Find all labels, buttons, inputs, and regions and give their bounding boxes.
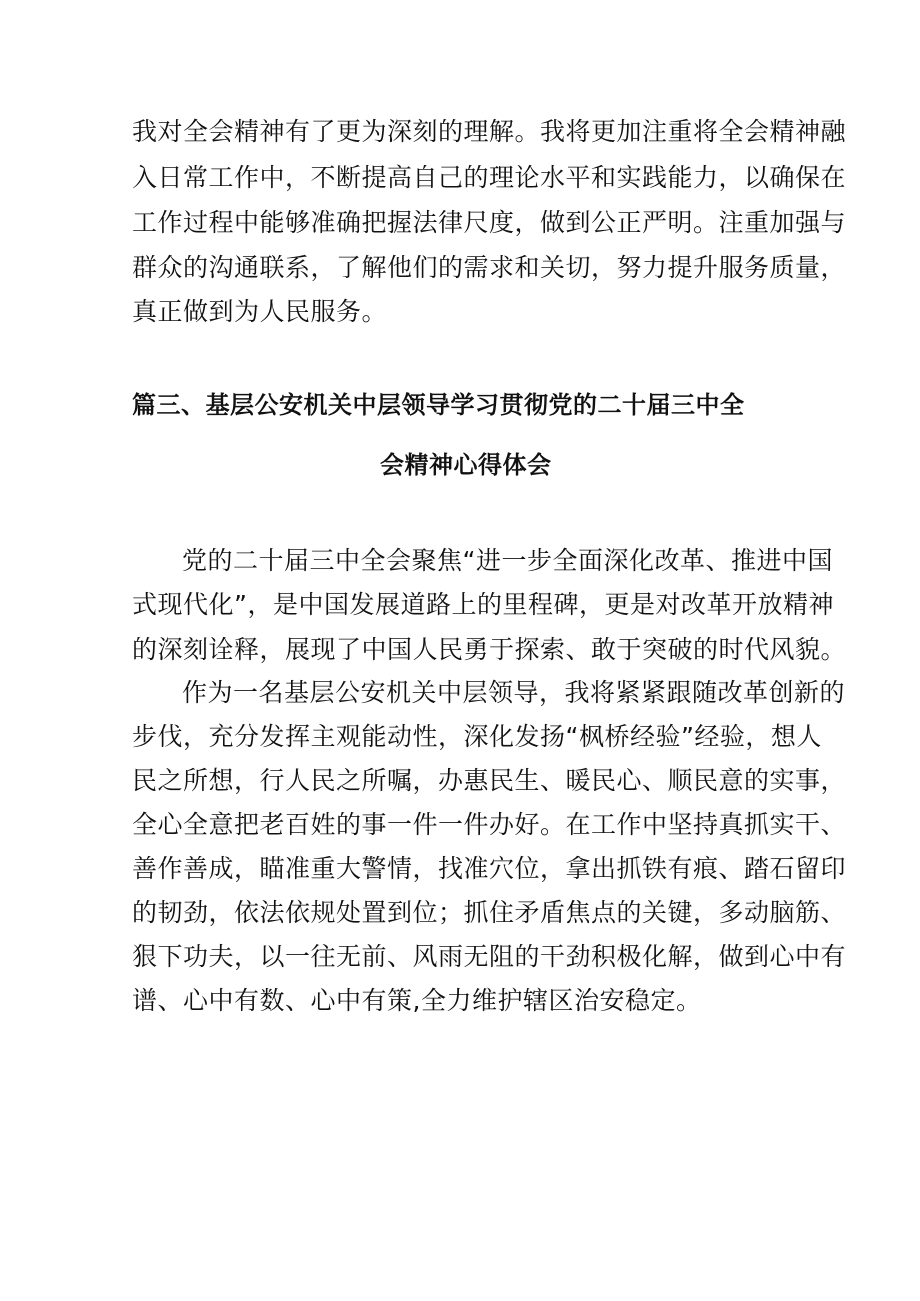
text-line: 的深刻诠释，展现了中国人民勇于探索、敢于突破的时代风貌。 — [132, 635, 847, 664]
text-line: 真正做到为人民服务。 — [132, 297, 388, 326]
text-line: 善作善成，瞄准重大警情，找准穴位，拿出抓铁有痕、踏石留印 — [132, 854, 847, 883]
text-line: 我对全会精神有了更为深刻的理解。我将更加注重将全会精神融 — [132, 117, 847, 146]
text-line: 的韧劲，依法依规处置到位；抓住矛盾焦点的关键，多动脑筋、 — [132, 898, 847, 927]
text-line: 全心全意把老百姓的事一件一件办好。在工作中坚持真抓实干、 — [132, 810, 847, 839]
text-line: 谱、心中有数、心中有策,全力维护辖区治安稳定。 — [132, 986, 702, 1015]
text-line: 作为一名基层公安机关中层领导，我将紧紧跟随改革创新的 — [182, 678, 846, 707]
text-line: 狠下功夫，以一往无前、风雨无阻的干劲积极化解，做到心中有 — [132, 942, 847, 971]
text-line: 民之所想，行人民之所嘱，办惠民生、暖民心、顺民意的实事， — [132, 766, 847, 795]
text-line: 入日常工作中，不断提高自己的理论水平和实践能力，以确保在 — [132, 163, 847, 192]
text-line: 党的二十届三中全会聚焦“进一步全面深化改革、推进中国 — [182, 546, 833, 575]
text-line: 步伐，充分发挥主观能动性，深化发扬“枫桥经验”经验，想人 — [132, 722, 822, 751]
text-line: 工作过程中能够准确把握法律尺度，做到公正严明。注重加强与 — [132, 208, 847, 237]
section-title-line-2: 会精神心得体会 — [380, 451, 552, 479]
section-title-line-1: 篇三、基层公安机关中层领导学习贯彻党的二十届三中全 — [132, 391, 745, 419]
text-line: 式现代化”，是中国发展道路上的里程碑，更是对改革开放精神 — [132, 590, 834, 619]
text-line: 群众的沟通联系，了解他们的需求和关切，努力提升服务质量， — [132, 253, 847, 282]
